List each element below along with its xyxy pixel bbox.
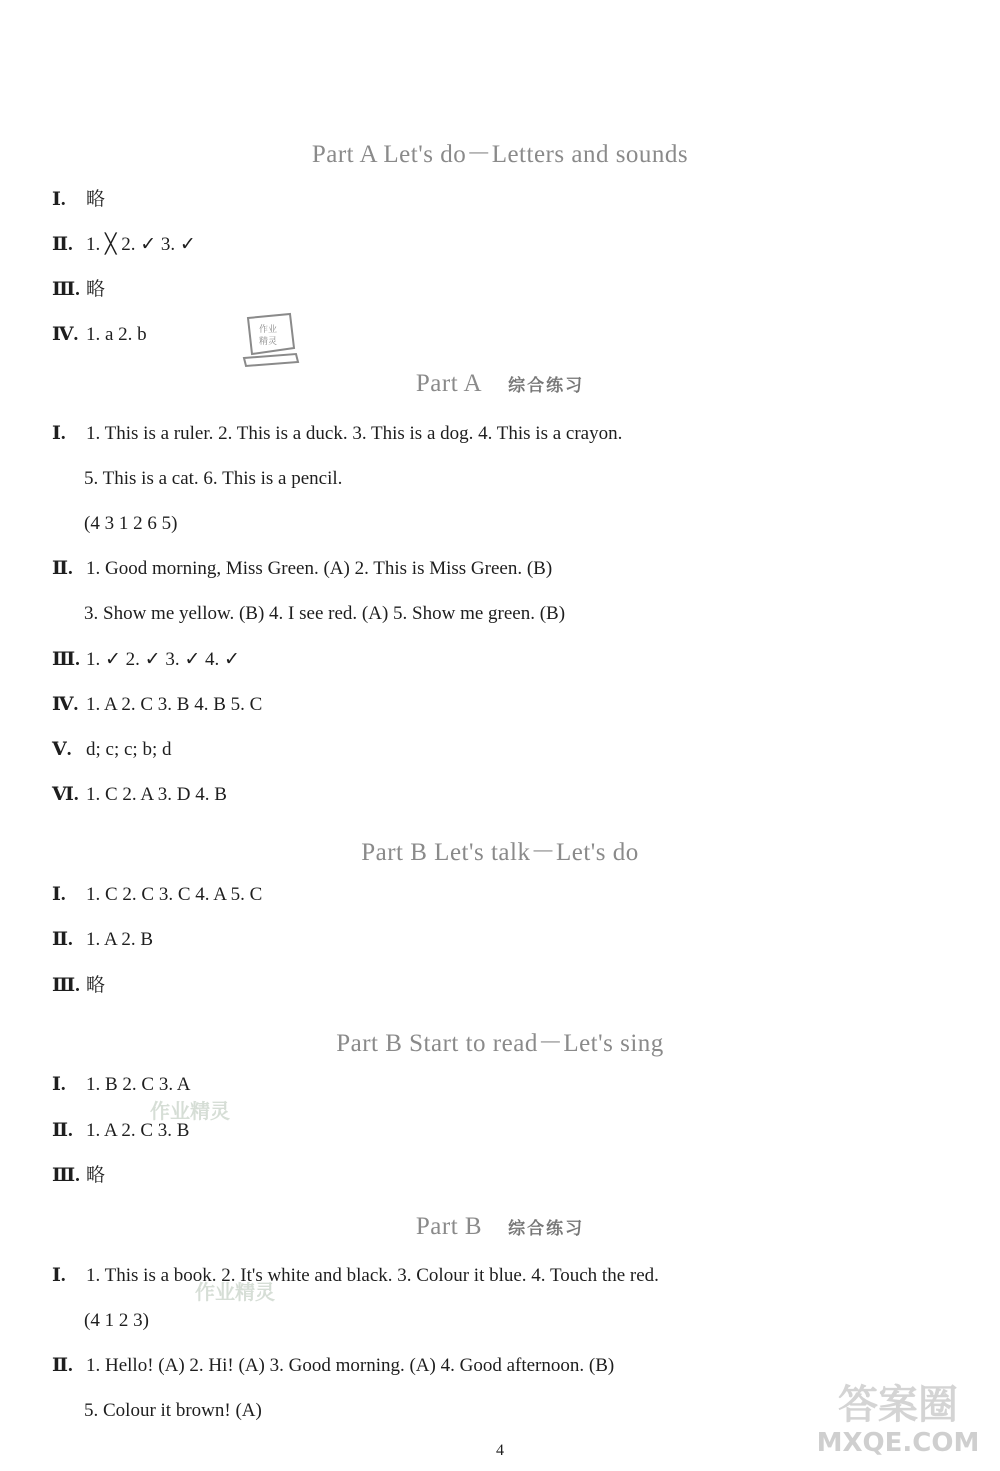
item-number: Ⅴ.: [52, 739, 72, 760]
item-number: Ⅳ.: [52, 694, 79, 715]
answer-line: [84, 1309, 149, 1333]
answer-line: [52, 1354, 614, 1378]
section-title: Part A: [415, 370, 483, 397]
item-number: Ⅰ.: [52, 1265, 66, 1286]
answer-text: (4 1 2 3): [84, 1310, 149, 1331]
answer-line: [52, 928, 153, 952]
answer-line: [52, 783, 227, 807]
item-number: Ⅱ.: [52, 234, 73, 255]
section-heading-part-a-practice: [0, 370, 1000, 398]
answer-text: 5. This is a cat. 6. This is a pencil.: [84, 468, 343, 489]
answer-text: 1. A 2. C 3. B 4. B 5. C: [86, 694, 263, 715]
section-heading-part-a-letters: [0, 134, 1000, 170]
answer-line: [52, 323, 147, 347]
answer-text: 1. ✓ 2. ✓ 3. ✓ 4. ✓: [86, 649, 240, 670]
answer-line: [84, 1399, 262, 1423]
item-number: Ⅳ.: [52, 324, 79, 345]
item-number: Ⅰ.: [52, 423, 66, 444]
answer-line: [52, 1164, 105, 1188]
answer-line: [52, 233, 196, 257]
answer-text: (4 3 1 2 6 5): [84, 513, 178, 534]
answer-line: [84, 602, 565, 626]
section-title-zh: 综合练习: [508, 1219, 585, 1239]
answer-text: d; c; c; b; d: [86, 739, 172, 760]
svg-text:作业: 作业: [258, 325, 278, 335]
item-number: Ⅱ.: [52, 929, 73, 950]
item-number: Ⅵ.: [52, 784, 79, 805]
answer-text: 1. Good morning, Miss Green. (A) 2. This is Miss Green. (B): [86, 558, 553, 579]
answer-line: [52, 738, 171, 762]
section-heading-part-b-practice: [0, 1213, 1000, 1241]
item-number: Ⅲ.: [52, 279, 80, 300]
section-title: Part B Let's talk－Let's do: [361, 839, 639, 866]
item-number: Ⅲ.: [52, 1165, 80, 1186]
svg-text:答案圈: 答案圈: [838, 1382, 958, 1428]
answer-text: 1. C 2. C 3. C 4. A 5. C: [86, 884, 263, 905]
answer-line: [52, 974, 105, 998]
section-heading-part-b-read: [0, 1023, 1000, 1059]
answer-line: [52, 883, 262, 907]
section-title: Part B: [415, 1213, 483, 1240]
answer-line: [52, 1073, 191, 1097]
section-title: Part B Start to read－Let's sing: [336, 1030, 664, 1057]
svg-text:MXQE.COM: MXQE.COM: [816, 1428, 980, 1458]
answer-text: 略: [86, 279, 106, 300]
watermark: 作业精灵: [195, 1280, 275, 1304]
item-number: Ⅰ.: [52, 1074, 66, 1095]
answer-text: 1. This is a book. 2. It's white and black. 3. Colour it blue. 4. Touch the red.: [86, 1265, 659, 1286]
answer-text: 5. Colour it brown! (A): [84, 1400, 262, 1421]
answer-text: 1. ╳ 2. ✓ 3. ✓: [86, 234, 196, 255]
answer-text: 略: [86, 975, 106, 996]
section-heading-part-b-talk: [0, 832, 1000, 868]
item-number: Ⅱ.: [52, 558, 73, 579]
item-number: Ⅰ.: [52, 189, 66, 210]
answer-text: 1. B 2. C 3. A: [86, 1074, 191, 1095]
stamp-logo-icon: [238, 310, 300, 368]
section-title-zh: 综合练习: [508, 376, 585, 396]
answer-line: [52, 648, 240, 672]
answer-text: 1. a 2. b: [86, 324, 147, 345]
answer-text: 1. This is a ruler. 2. This is a duck. 3. This is a dog. 4. This is a crayon.: [86, 423, 623, 444]
answer-text: 1. A 2. B: [86, 929, 154, 950]
item-number: Ⅲ.: [52, 649, 80, 670]
answer-line: [52, 693, 262, 717]
answer-line: [52, 1264, 659, 1288]
item-number: Ⅲ.: [52, 975, 80, 996]
section-title: Part A Let's do－Letters and sounds: [311, 141, 689, 168]
answer-line: [52, 422, 622, 446]
item-number: Ⅱ.: [52, 1355, 73, 1376]
answer-text: 1. Hello! (A) 2. Hi! (A) 3. Good morning. (A) 4. Good afternoon. (B): [86, 1355, 615, 1376]
answer-text: 略: [86, 189, 106, 210]
answer-text: 3. Show me yellow. (B) 4. I see red. (A) 5. Show me green. (B): [84, 603, 566, 624]
watermark: 作业精灵: [150, 1099, 230, 1123]
page-number: 4: [496, 1442, 504, 1459]
answer-line: [52, 278, 105, 302]
item-number: Ⅰ.: [52, 884, 66, 905]
answer-line: [84, 512, 177, 536]
answer-line: [52, 557, 552, 581]
answer-text: 1. A 2. C 3. B: [86, 1120, 190, 1141]
answer-text: 略: [86, 1165, 106, 1186]
answer-text: 1. C 2. A 3. D 4. B: [86, 784, 227, 805]
answer-line: [52, 188, 105, 212]
answer-line: [84, 467, 342, 491]
svg-text:精灵: 精灵: [258, 337, 278, 347]
item-number: Ⅱ.: [52, 1120, 73, 1141]
